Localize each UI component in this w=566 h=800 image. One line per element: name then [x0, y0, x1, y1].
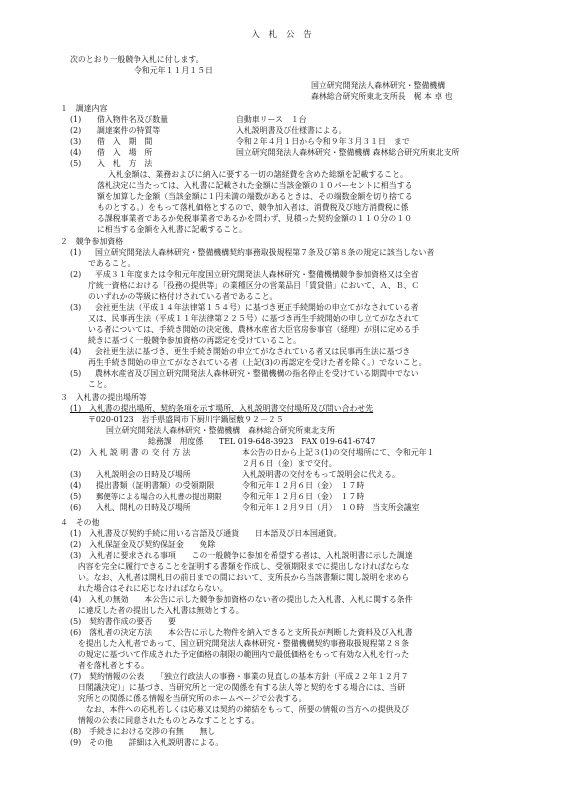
s4-line: (8) 手続きにおける交渉の有無 無し — [70, 727, 216, 736]
s2-item-no: (5) — [70, 369, 82, 378]
s4-line: なお、本件への応札若しくは応募又は契約の締結をもって、所要の情報の当方への提供及び — [70, 705, 410, 714]
s4-line: 内容を完全に履行できることを証明する書類を作成し、受領期限までに提出しなければならな — [70, 562, 410, 571]
s1-row-no: (1) — [70, 115, 82, 124]
s3-row-value: 令和元年１２月６日（金） １７時 — [242, 492, 365, 501]
s3-item2-label: (2) 入 札 説 明 書 の 交 付 方 法 — [70, 448, 191, 457]
s2-item-line: であること。 — [88, 259, 136, 268]
s1-row-label: 借 入 場 所 — [97, 148, 153, 157]
s1-method-line: る課税事業者であるか免税事業者であるかを問わず、見積った契約金額の１１０分の１０ — [97, 214, 412, 223]
s2-item-line: 農林水産省及び国立研究開発法人森林研究・整備機構の指名停止を受けている期間中でない — [95, 369, 419, 378]
notice-date: 令和元年１１月１５日 — [134, 66, 213, 75]
section-4-heading: ４ その他 — [60, 518, 100, 527]
s3-row-no: (6) — [70, 503, 82, 512]
s2-item-line: 庁統一資格における「役務の提供等」の業種区分の営業品目「賃貸借」において、Ａ、Ｂ、Ｃ — [88, 281, 420, 290]
s2-item-line: 又は、民事再生法（平成１１年法律第２２５号）に基づき再生手続開始の申し立てがなされて — [88, 314, 420, 323]
s2-item-line: 平成３１年度または令和元年度国立研究開発法人森林研究・整備機構競争参加資格又は全省 — [95, 270, 419, 279]
s4-line: (4) 入札の無効 本公告に示した競争参加資格のない者の提出した入札書、入札に関する条件 — [70, 595, 413, 604]
s4-line: 究所との関係に係る情報を当研究所のホームページで公表する。 — [70, 694, 307, 703]
s1-row-no: (3) — [70, 137, 82, 146]
s3-row-value: 令和元年１２月９日（月） １０時 当支所会議室 — [242, 503, 420, 512]
s4-line: れた場合はそれに応じなければならない。 — [70, 584, 228, 593]
s1-method-line: 入札金額は、業務およびに納入に要する一切の諸経費を含めた総額を記載すること。 — [108, 170, 408, 179]
s2-item-line: 会社更生法に基づき、更生手続き開始の申立てがなされている者又は民事再生法に基づき — [95, 347, 411, 356]
issuer-org: 国立研究開発法人森林研究・整備機構 — [311, 81, 446, 90]
s4-line: (9) その他 詳細は入札説明書による。 — [70, 738, 224, 747]
s3-row-label: 入札、開札の日時及び場所 — [96, 503, 191, 512]
s2-item-line: こと。 — [88, 380, 112, 389]
s2-item-line: 会社更生法（平成１４年法律第１５４号）に基づき更正手続開始の申立てがなされている者 — [95, 303, 419, 312]
s3-row-label: 郵便等による場合の入札書の提出期限 — [96, 492, 222, 501]
issuer-office: 森林総合研究所東北支所長 梶 本 卓 也 — [311, 92, 453, 101]
s3-row-label: 入札説明会の日時及び場所 — [96, 470, 191, 479]
s2-item-line: のいずれかの等級に格付けされている者であること。 — [88, 292, 278, 301]
s1-row-label: 入 札 方 法 — [97, 159, 153, 168]
s1-row-label: 借入物件名及び数量 — [97, 115, 169, 124]
s1-row-value: 入札説明書及び仕様書による。 — [236, 126, 347, 135]
s3-item2-line: 本公告の日から上記３(1)の交付場所にて、令和元年１ — [242, 448, 435, 457]
s4-line: (5) 契約書作成の要否 要 — [70, 617, 176, 626]
s3-row-value: 入札説明書の交付をもって説明会に代える。 — [242, 470, 400, 479]
s3-item2-line: ２月６日（金）まで交付。 — [242, 459, 337, 468]
s1-method-line: に相当する金額を入札書に記載すること。 — [97, 225, 247, 234]
section-2-heading: ２ 競争参加資格 — [60, 237, 124, 246]
s1-row-label: 調達案件の特質等 — [97, 126, 161, 135]
s2-item-line: 再生手続き開始の申立てがなされている者（上記(3)の再認定を受けた者を除く。）でないこと。 — [88, 358, 427, 367]
s4-line: (6) 落札者の決定方法 本公告に示した物件を納入できると支所長が判断した資料及び入札書 — [70, 628, 413, 637]
s2-item-no: (3) — [70, 303, 82, 312]
section-3-heading: ３ 入札書の提出場所等 — [60, 393, 147, 402]
s3-address-line: 国立研究開発法人森林研究・整備機構 森林総合研究所東北支所 — [106, 426, 335, 435]
s3-row-no: (3) — [70, 470, 82, 479]
s1-row-no: (2) — [70, 126, 82, 135]
s3-item1: (1) 入札書の提出場所、契約条項を示す場所、入札説明書交付場所及び問い合わせ先 — [70, 404, 374, 413]
s2-item-no: (4) — [70, 347, 82, 356]
s4-line: 日閣議決定）」に基づき、当研究所と一定の関係を有する法人等と契約をする場合には、当研 — [70, 683, 406, 692]
s1-method-line: ものとする。）をもって落札価格とするので、競争加入者は、消費税及び地方消費税に係 — [97, 203, 409, 212]
s1-method-line: 額を加算した金額（当該金額に１円未満の端数があるときは、その端数金額を切り捨てる — [97, 192, 413, 201]
intro-text: 次のとおり一般競争入札に付します。 — [70, 55, 204, 64]
s4-line: (7) 契約情報の公表 「独立行政法人の事務・事業の見直しの基本方針（平成２２年１２月７ — [70, 672, 409, 681]
s2-item-no: (2) — [70, 270, 82, 279]
s4-line: を提出した入札者であって、国立研究開発法人森林研究・整備機構契約事務取扱規程第２８条 — [70, 639, 410, 648]
s1-row-label: 借 入 期 間 — [97, 137, 153, 146]
section-1-heading: １ 調達内容 — [60, 104, 108, 113]
s1-row-no: (4) — [70, 148, 82, 157]
s2-item-no: (1) — [70, 248, 82, 257]
s4-line: (3) 入札者に要求される事項 この一般競争に参加を希望する者は、入札説明書に示した調達 — [70, 551, 413, 560]
s3-row-no: (5) — [70, 492, 82, 501]
s4-line: い。なお、入札者は開札日の前日までの間において、支所長から当該書類に関し説明を求めら — [70, 573, 410, 582]
s1-row-value: 自動車リース １台 — [236, 115, 307, 124]
s3-row-label: 提出書類（証明書類）の受領期限 — [96, 481, 215, 490]
s4-line: の規定に基づいて作成された予定価格の制限の範囲内で最低価格をもって有効な入札を行った — [70, 650, 410, 659]
s2-item-line: 続きに基づく一般競争参加資格の再認定を受けていること。 — [88, 336, 302, 345]
s3-address-line: 〒020-0123 岩手県盛岡市下厨川字鍋屋敷９２－２５ — [88, 415, 284, 424]
s3-address-line: 総務課 用度係 TEL 019-648-3923 FAX 019-641-6747 — [148, 437, 376, 446]
s1-row-value: 令和２年４月１日から令和９年３月３１日 まで — [236, 137, 410, 146]
notice-title: 入 札 公 告 — [251, 30, 315, 40]
s4-line: 情報の公表に同意されたものとみなすこととする。 — [70, 716, 260, 725]
s2-item-line: 国立研究開発法人森林研究・整備機構契約事務取扱規程第７条及び第８条の規定に該当しない者 — [95, 248, 435, 257]
s4-line: (2) 入札保証金及び契約保証金 免除 — [70, 540, 216, 549]
s4-line: (1) 入札書及び契約手続に用いる言語及び通貨 日本語及び日本国通貨。 — [70, 529, 342, 538]
s1-method-line: 落札決定に当たっては、入札書に記載された金額に当該金額の１０パーセントに相当する — [97, 181, 413, 190]
s1-row-value: 国立研究開発法人森林研究・整備機構 森林総合研究所東北支所 — [236, 148, 460, 157]
s2-item-line: いる者については、手続き開始の決定後、農林水産省大臣官房参事官（経理）が別に定める手 — [88, 325, 420, 334]
s3-row-value: 令和元年１２月６日（金） １７時 — [242, 481, 365, 490]
s4-line: 者を落札者とする。 — [70, 661, 149, 670]
s4-line: に違反した者の提出した入札書は無効とする。 — [70, 606, 244, 615]
s3-row-no: (4) — [70, 481, 82, 490]
s1-row-no: (5) — [70, 159, 82, 168]
